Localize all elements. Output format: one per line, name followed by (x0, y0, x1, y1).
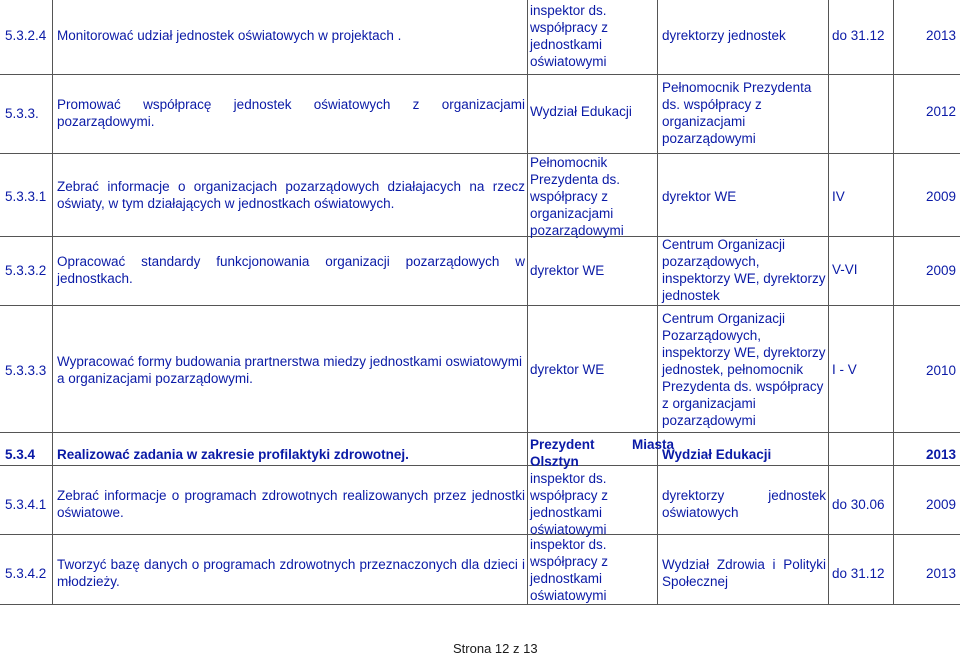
row-number: 5.3.3.2 (5, 263, 47, 278)
row-divider (0, 153, 960, 154)
responsible-line: Społecznej (662, 574, 729, 589)
responsible-line: Pozarządowych, (662, 328, 762, 343)
responsible-line: Wydział Zdrowia i Polityki (662, 557, 826, 572)
responsible-line: pozarządowymi (662, 131, 756, 146)
unit-line: inspektor ds. (530, 3, 607, 18)
task-text: Monitorować udział jednostek oświatowych w projektach . (57, 28, 402, 43)
row-divider (0, 534, 960, 535)
year-text: 2013 (925, 447, 956, 462)
unit-line: jednostkami (530, 37, 603, 52)
row-divider (0, 604, 960, 605)
task-line: Zebrać informacje o programach zdrowotnych realizowanych przez jednostki (57, 488, 525, 503)
deadline-text: V-VI (832, 262, 858, 277)
unit-line: jednostkami (530, 571, 603, 586)
deadline-text: I - V (832, 362, 857, 377)
responsible-line: organizacjami (662, 114, 746, 129)
task-line: Promować współpracę jednostek oświatowych z organizacjami (57, 97, 525, 112)
unit-line: Wydział Edukacji (530, 104, 632, 119)
unit-line: inspektor ds. (530, 537, 607, 552)
unit-line: pozarządowymi (530, 223, 624, 238)
unit-line: oświatowymi (530, 588, 607, 603)
row-number: 5.3.2.4 (5, 28, 47, 43)
responsible-line: Centrum Organizacji (662, 237, 786, 252)
unit-line: współpracy z (530, 554, 609, 569)
unit-line: Olsztyn (530, 454, 579, 469)
unit-line: współpracy z (530, 189, 609, 204)
responsible-line: inspektorzy WE, dyrektorzy (662, 345, 826, 360)
unit-line: organizacjami (530, 206, 614, 221)
responsible-line: jednostek, pełnomocnik (662, 362, 804, 377)
unit-line: współpracy z (530, 20, 609, 35)
task-line: a organizacjami pozarządowymi. (57, 371, 253, 386)
task-line: Wypracować formy budowania prartnerstwa miedzy jednostkami oswiatowymi (57, 354, 523, 369)
responsible-line: Centrum Organizacji (662, 311, 786, 326)
unit-line: współpracy z (530, 488, 609, 503)
row-divider (0, 74, 960, 75)
deadline-text: do 30.06 (832, 497, 885, 512)
unit-line: Pełnomocnik (530, 155, 608, 170)
deadline-text: do 31.12 (832, 566, 885, 581)
unit-line: inspektor ds. (530, 471, 607, 486)
deadline-text: do 31.12 (832, 28, 885, 43)
year-text: 2009 (925, 189, 956, 204)
task-line: Opracować standardy funkcjonowania organizacji pozarządowych w (57, 254, 525, 269)
responsible-line: jednostek (662, 288, 720, 303)
row-number: 5.3.4.1 (5, 497, 47, 512)
year-text: 2009 (925, 497, 956, 512)
row-number: 5.3.3.3 (5, 363, 47, 378)
responsible-line: pozarządowymi (662, 413, 756, 428)
row-divider (0, 305, 960, 306)
task-line: oświaty, w tym działających w jednostkach oświatowych. (57, 196, 395, 211)
page-footer: Strona 12 z 13 (453, 641, 538, 656)
responsible-line: pozarządowych, (662, 254, 760, 269)
row-number: 5.3.3.1 (5, 189, 47, 204)
responsible-text: dyrektor WE (662, 189, 737, 204)
column-divider (893, 0, 894, 604)
responsible-line: ds. współpracy z (662, 97, 762, 112)
task-line: młodzieży. (57, 574, 120, 589)
year-text: 2010 (925, 363, 956, 378)
row-number: 5.3.3. (5, 106, 39, 121)
column-divider (657, 0, 658, 604)
responsible-line: oświatowych (662, 505, 739, 520)
column-divider (828, 0, 829, 604)
responsible-line: z organizacjami (662, 396, 756, 411)
responsible-text: Wydział Edukacji (662, 447, 772, 462)
year-text: 2013 (925, 28, 956, 43)
task-line: oświatowe. (57, 505, 124, 520)
column-divider (527, 0, 528, 604)
task-line: Zebrać informacje o organizacjach pozarządowych działajacych na rzecz (57, 179, 525, 194)
task-text: Realizować zadania w zakresie profilaktyki zdrowotnej. (57, 447, 409, 462)
task-line: jednostkach. (57, 271, 133, 286)
responsible-line: inspektorzy WE, dyrektorzy (662, 271, 826, 286)
column-divider (52, 0, 53, 604)
year-text: 2012 (925, 104, 956, 119)
responsible-text: dyrektorzy jednostek (662, 28, 786, 43)
year-text: 2009 (925, 263, 956, 278)
responsible-line: Prezydenta ds. współpracy (662, 379, 824, 394)
responsible-line: dyrektorzy jednostek (662, 488, 826, 503)
year-text: 2013 (925, 566, 956, 581)
responsible-line: Pełnomocnik Prezydenta (662, 80, 812, 95)
deadline-text: IV (832, 189, 845, 204)
task-line: Tworzyć bazę danych o programach zdrowotnych przeznaczonych dla dzieci i (57, 557, 525, 572)
unit-line: Prezydenta ds. (530, 172, 621, 187)
task-line: pozarządowymi. (57, 114, 155, 129)
unit-line: dyrektor WE (530, 362, 605, 377)
row-number: 5.3.4.2 (5, 566, 47, 581)
unit-line: oświatowymi (530, 54, 607, 69)
unit-line: jednostkami (530, 505, 603, 520)
row-divider (0, 432, 960, 433)
row-number: 5.3.4 (5, 447, 36, 462)
unit-line: Prezydent Miasta (530, 437, 675, 452)
unit-line: dyrektor WE (530, 263, 605, 278)
unit-line: oświatowymi (530, 522, 607, 537)
row-divider (0, 465, 960, 466)
